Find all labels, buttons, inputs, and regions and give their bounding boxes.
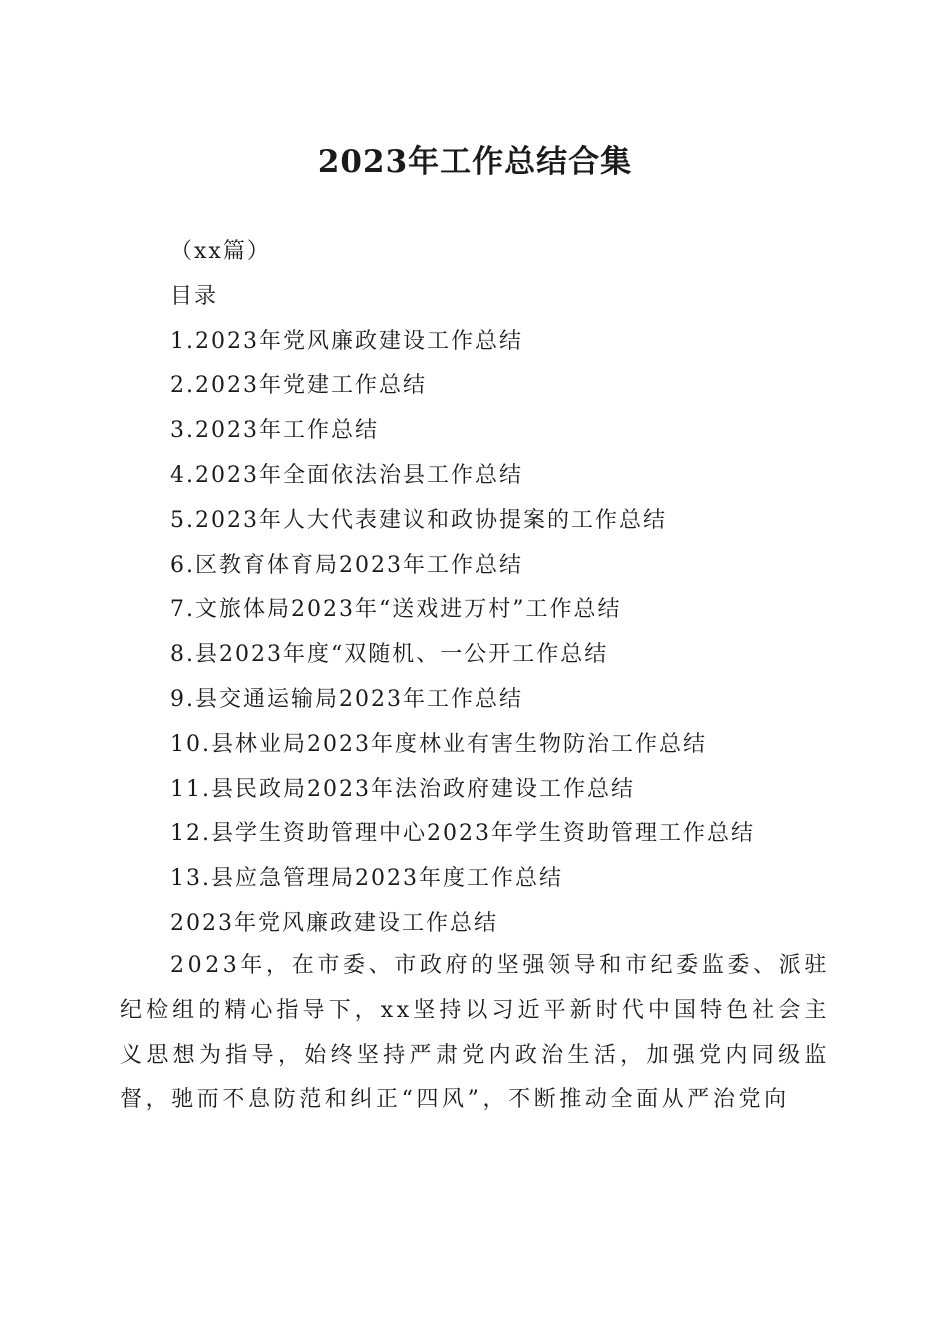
toc-heading: 目录 <box>170 283 219 309</box>
toc-item: 7.文旅体局2023年“送戏进万村”工作总结 <box>170 597 622 623</box>
section-heading: 2023年党风廉政建设工作总结 <box>170 910 498 936</box>
toc-item: 12.县学生资助管理中心2023年学生资助管理工作总结 <box>170 821 755 847</box>
toc-item: 5.2023年人大代表建议和政协提案的工作总结 <box>170 507 667 533</box>
toc-item: 11.县民政局2023年法治政府建设工作总结 <box>170 776 635 802</box>
toc-item: 8.县2023年度“双随机、一公开工作总结 <box>170 642 609 668</box>
body-paragraph: 2023年，在市委、市政府的坚强领导和市纪委监委、派驻纪检组的精心指导下，xx坚持以习近平新时代中国特色社会主义思想为指导，始终坚持严肃党内政治生活，加强党内同级监督，驰而不息防范和纠正“四风”，不断推动全面从严治党向 <box>120 953 830 1113</box>
table-of-contents <box>170 230 870 947</box>
toc-item: 9.县交通运输局2023年工作总结 <box>170 686 523 712</box>
toc-item: 13.县应急管理局2023年度工作总结 <box>170 866 563 892</box>
count-note: （xx篇） <box>170 239 271 264</box>
toc-item: 10.县林业局2023年度林业有害生物防治工作总结 <box>170 731 707 757</box>
toc-item: 2.2023年党建工作总结 <box>170 373 427 399</box>
toc-item: 4.2023年全面依法治县工作总结 <box>170 462 523 488</box>
toc-item: 1.2023年党风廉政建设工作总结 <box>170 328 523 354</box>
document-title: 2023年工作总结合集 <box>317 144 633 180</box>
toc-item: 3.2023年工作总结 <box>170 418 379 444</box>
toc-item: 6.区教育体育局2023年工作总结 <box>170 552 523 578</box>
